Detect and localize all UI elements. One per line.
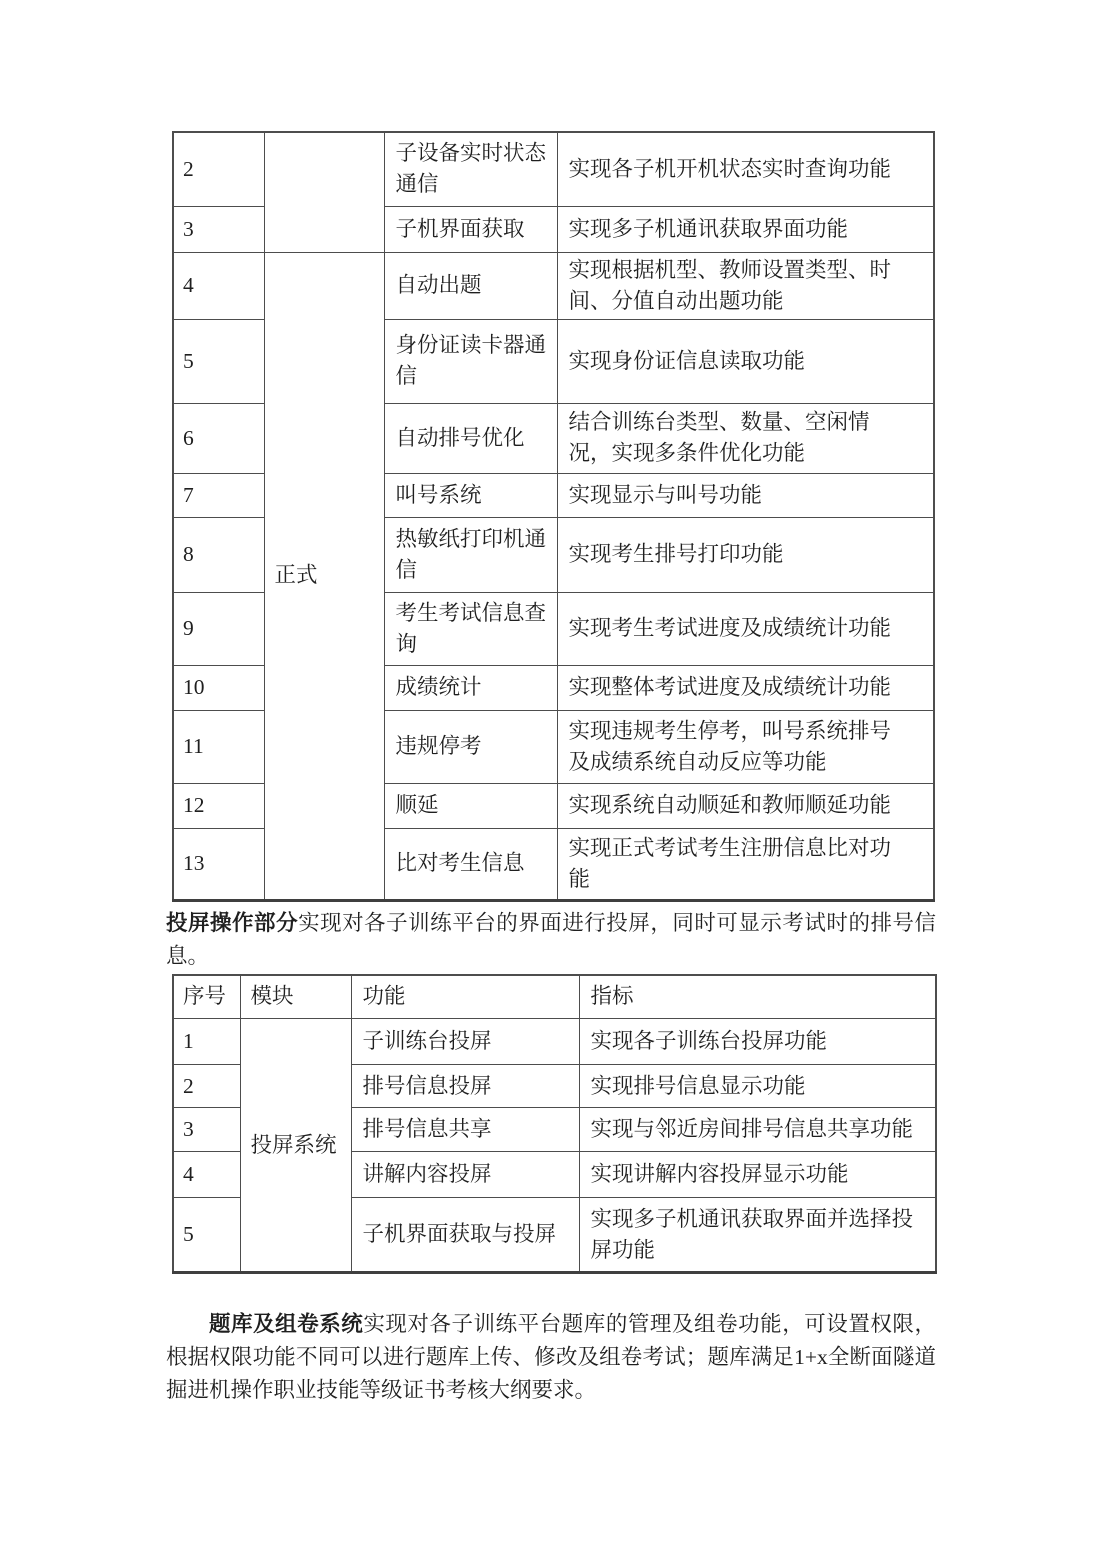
function-cell: 自动排号优化 <box>384 403 557 473</box>
row-number-cell: 2 <box>173 132 264 206</box>
module-cell: 投屏系统 <box>240 1019 351 1273</box>
indicator-cell: 实现与邻近房间排号信息共享功能 <box>579 1108 936 1152</box>
table-row <box>173 1019 936 1065</box>
header-module-cell: 模块 <box>240 975 351 1019</box>
header-indicator-cell: 指标 <box>579 975 936 1019</box>
function-cell: 排号信息投屏 <box>351 1065 579 1108</box>
indicator-cell: 实现考生考试进度及成绩统计功能 <box>557 592 934 665</box>
header-function-cell: 功能 <box>351 975 579 1019</box>
row-number-cell: 12 <box>173 783 264 828</box>
indicator-cell: 实现讲解内容投屏显示功能 <box>579 1152 936 1198</box>
row-number-cell: 9 <box>173 592 264 665</box>
function-cell: 子训练台投屏 <box>351 1019 579 1065</box>
function-cell: 热敏纸打印机通信 <box>384 517 557 592</box>
row-number-cell: 5 <box>173 1198 240 1273</box>
row-number-cell: 1 <box>173 1019 240 1065</box>
function-cell: 顺延 <box>384 783 557 828</box>
projection-section-text: 实现对各子训练平台的界面进行投屏，同时可显示考试时的排号信息。 <box>166 910 936 968</box>
function-cell: 排号信息共享 <box>351 1108 579 1152</box>
row-number-cell: 8 <box>173 517 264 592</box>
projection-system-table <box>172 974 937 1275</box>
function-cell: 子机界面获取与投屏 <box>351 1198 579 1273</box>
module-cell <box>264 132 384 252</box>
row-number-cell: 5 <box>173 319 264 403</box>
formal-exam-table-body <box>173 132 934 900</box>
indicator-cell: 实现根据机型、教师设置类型、时间、分值自动出题功能 <box>557 252 934 319</box>
question-bank-paragraph <box>166 1308 936 1407</box>
projection-section-paragraph <box>166 907 936 973</box>
indicator-cell: 实现各子训练台投屏功能 <box>579 1019 936 1065</box>
function-cell: 比对考生信息 <box>384 828 557 900</box>
function-cell: 叫号系统 <box>384 473 557 517</box>
indicator-cell: 实现排号信息显示功能 <box>579 1065 936 1108</box>
function-cell: 讲解内容投屏 <box>351 1152 579 1198</box>
indicator-cell: 实现身份证信息读取功能 <box>557 319 934 403</box>
header-number-cell: 序号 <box>173 975 240 1019</box>
indicator-cell: 实现显示与叫号功能 <box>557 473 934 517</box>
indicator-cell: 实现各子机开机状态实时查询功能 <box>557 132 934 206</box>
indicator-cell: 实现正式考试考生注册信息比对功能 <box>557 828 934 900</box>
row-number-cell: 7 <box>173 473 264 517</box>
row-number-cell: 4 <box>173 1152 240 1198</box>
row-number-cell: 3 <box>173 206 264 252</box>
row-number-cell: 11 <box>173 710 264 783</box>
table-row <box>173 132 934 206</box>
row-number-cell: 10 <box>173 665 264 710</box>
row-number-cell: 4 <box>173 252 264 319</box>
projection-table-body <box>173 975 936 1273</box>
indicator-cell: 实现多子机通讯获取界面并选择投屏功能 <box>579 1198 936 1273</box>
indicator-cell: 实现系统自动顺延和教师顺延功能 <box>557 783 934 828</box>
row-number-cell: 13 <box>173 828 264 900</box>
function-cell: 子设备实时状态通信 <box>384 132 557 206</box>
indicator-cell: 实现违规考生停考，叫号系统排号及成绩系统自动反应等功能 <box>557 710 934 783</box>
function-cell: 考生考试信息查询 <box>384 592 557 665</box>
function-cell: 身份证读卡器通信 <box>384 319 557 403</box>
indicator-cell: 实现多子机通讯获取界面功能 <box>557 206 934 252</box>
indicator-cell: 结合训练台类型、数量、空闲情况，实现多条件优化功能 <box>557 403 934 473</box>
question-bank-title: 题库及组卷系统 <box>209 1312 364 1336</box>
function-cell: 成绩统计 <box>384 665 557 710</box>
row-number-cell: 3 <box>173 1108 240 1152</box>
function-cell: 子机界面获取 <box>384 206 557 252</box>
indicator-cell: 实现整体考试进度及成绩统计功能 <box>557 665 934 710</box>
formal-exam-functions-table <box>172 131 935 902</box>
indicator-cell: 实现考生排号打印功能 <box>557 517 934 592</box>
function-cell: 违规停考 <box>384 710 557 783</box>
projection-section-title: 投屏操作部分 <box>166 910 299 935</box>
row-number-cell: 2 <box>173 1065 240 1108</box>
function-cell: 自动出题 <box>384 252 557 319</box>
row-number-cell: 6 <box>173 403 264 473</box>
table-header-row <box>173 975 936 1019</box>
module-cell: 正式 <box>264 252 384 900</box>
question-bank-text: 实现对各子训练平台题库的管理及组卷功能，可设置权限，根据权限功能不同可以进行题库上传、修改及组卷考试；题库满足1+x全断面隧道掘进机操作职业技能等级证书考核大纲要求。 <box>166 1312 936 1402</box>
table-row <box>173 252 934 319</box>
